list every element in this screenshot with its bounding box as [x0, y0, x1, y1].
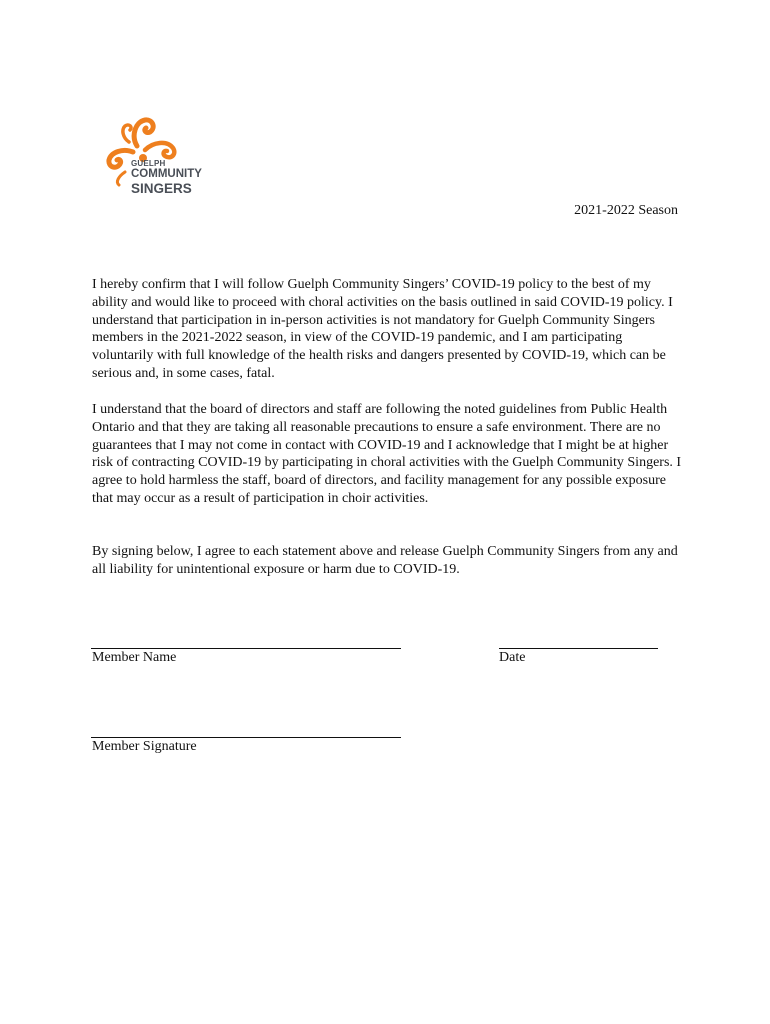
logo-line-guelph: GUELPH: [131, 159, 166, 168]
paragraph-release: By signing below, I agree to each statement above and release Guelph Community Singers from any and all liability for unintentional exposure or harm due to COVID-19.: [92, 544, 678, 577]
logo-line-community: COMMUNITY: [131, 168, 202, 180]
guelph-community-singers-logo: [101, 112, 211, 202]
paragraph-acknowledgement: I understand that the board of directors and staff are following the noted guidelines from Public Health Ontario and that they are taking all reasonable precautions to ensure a safe environment. There are no guarantees that I may not come in contact with COVID-19 and I acknowledge that I might be at higher risk of contracting COVID-19 by participating in choral activities with the Guelph Community Singers. I agree to hold harmless the staff, board of directors, and facility management for any possible exposure that may occur as a result of participation in choir activities.: [92, 402, 682, 506]
season-label: 2021-2022 Season: [574, 203, 678, 218]
member-signature-label: Member Signature: [92, 739, 197, 754]
logo-wordmark: [131, 160, 202, 195]
member-name-line[interactable]: [91, 648, 401, 649]
date-line[interactable]: [499, 648, 658, 649]
date-label: Date: [499, 650, 526, 665]
member-name-label: Member Name: [92, 650, 177, 665]
member-signature-line[interactable]: [91, 737, 401, 738]
logo-line-singers: SINGERS: [131, 180, 192, 196]
paragraph-confirmation: I hereby confirm that I will follow Guelph Community Singers’ COVID-19 policy to the best of my ability and would like to proceed with choral activities on the basis outlined in said COVID-19 policy. I understand that participation in in-person activities is not mandatory for Guelph Community Singers members in the 2021-2022 season, in view of the COVID-19 pandemic, and I am participating voluntarily with full knowledge of the health risks and dangers presented by COVID-19, which can be serious and, in some cases, fatal.: [92, 277, 673, 381]
